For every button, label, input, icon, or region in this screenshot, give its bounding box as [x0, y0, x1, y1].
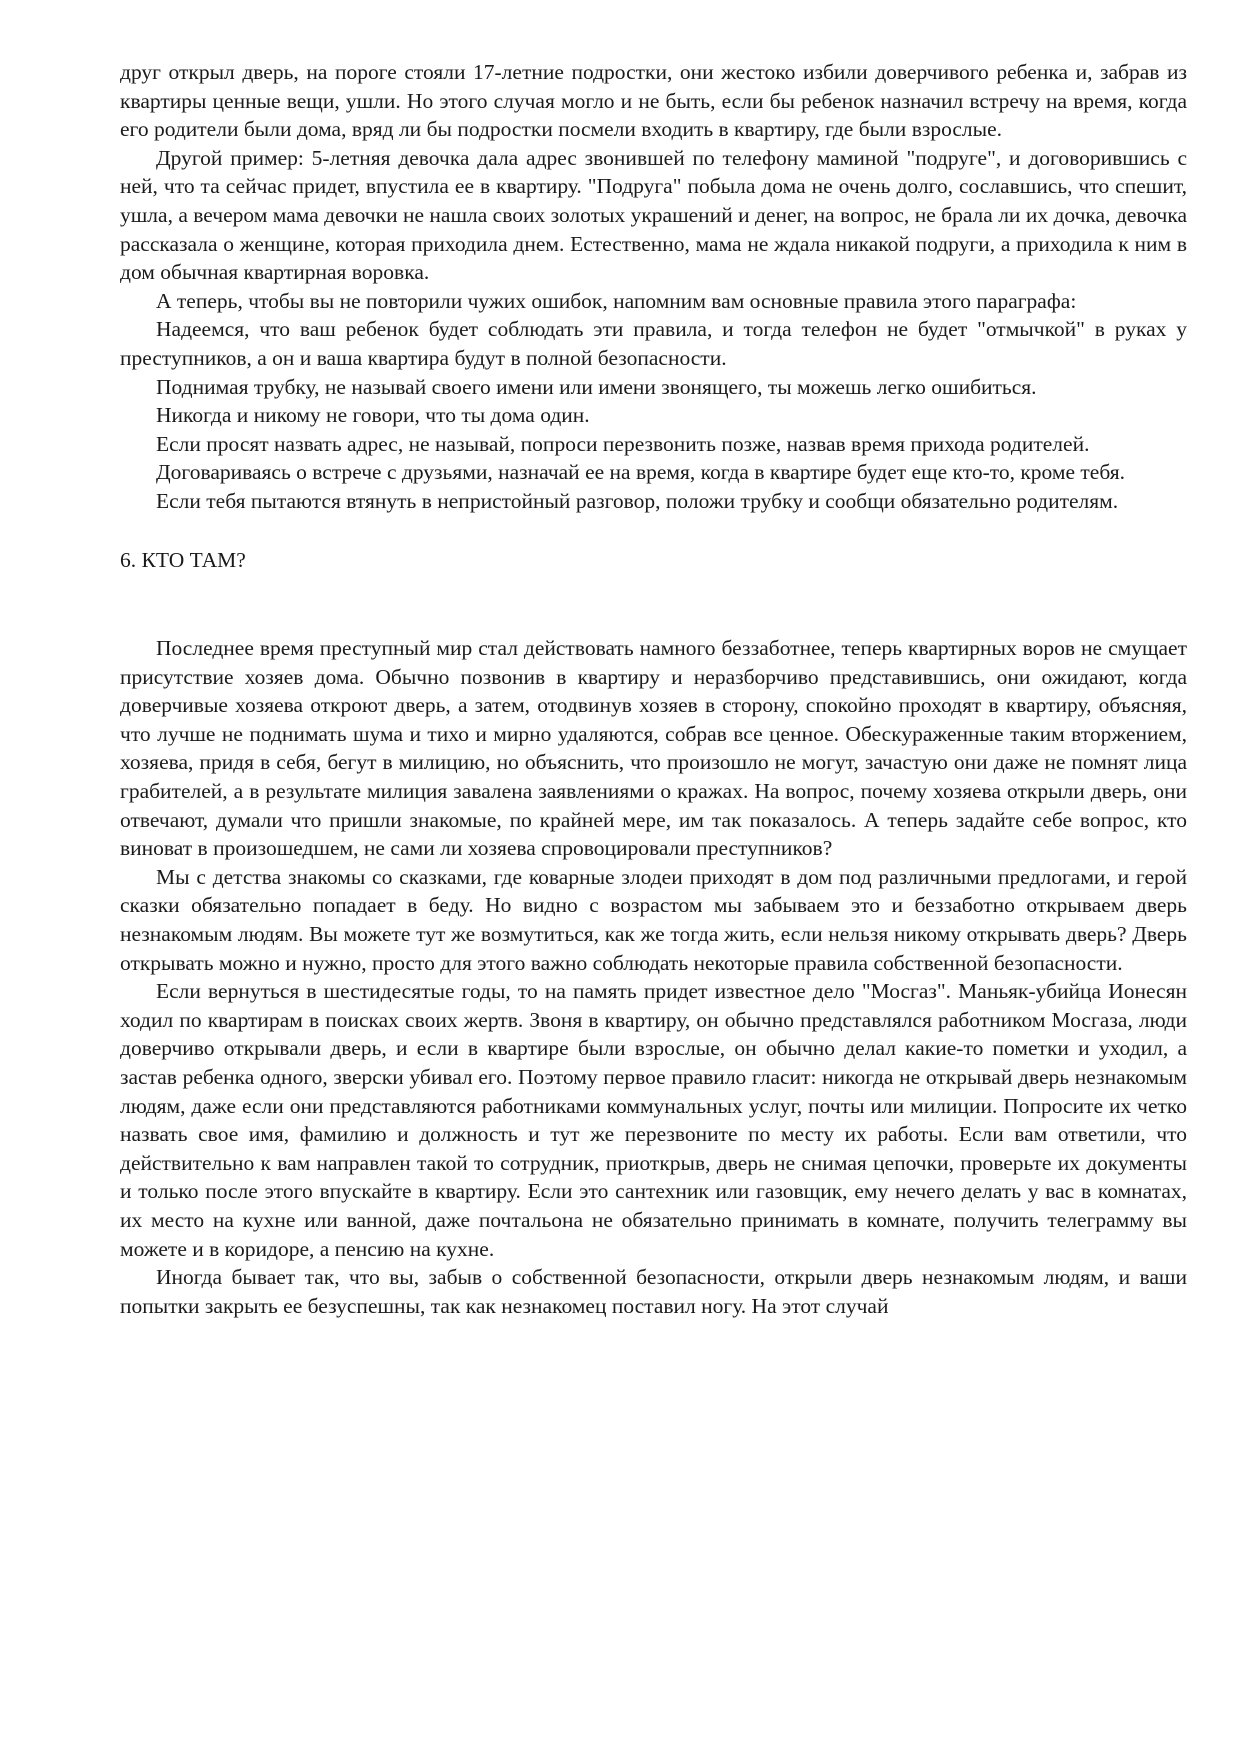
rule-item-alone: Никогда и никому не говори, что ты дома один. — [156, 403, 590, 428]
rule-item-address: Если просят назвать адрес, не называй, попроси перезвонить позже, назвав время прихода родителей. — [156, 431, 1090, 456]
paragraph-rules-intro: А теперь, чтобы вы не повторили чужих ошибок, напомним вам основные правила этого параграфа: — [156, 288, 1077, 313]
paragraph-hope: Надеемся, что ваш ребенок будет соблюдать эти правила, и тогда телефон не будет "отмычкой" в руках у преступников, а он и ваша квартира будут в полной безопасности. — [120, 317, 1187, 370]
rule-item-name: Поднимая трубку, не называй своего имени или имени звонящего, ты можешь легко ошибиться. — [156, 374, 1037, 399]
rule-item-meeting: Договариваясь о встрече с друзьями, назначай ее на время, когда в квартире будет еще кто-то, кроме тебя. — [156, 460, 1126, 485]
section-heading: 6. КТО ТАМ? — [120, 547, 246, 572]
paragraph-criminal-world: Последнее время преступный мир стал действовать намного беззаботнее, теперь квартирных воров не смущает присутствие хозяев дома. Обычно позвонив в квартиру и неразборчиво представившись, они ожидают, когда доверчивые хозяева откроют дверь, а затем, отодвинув хозяев в сторону, спокойно проходят в квартиру, объясняя, что лучше не поднимать шума и тихо и мирно удаляются, собрав все ценное. Обескураженные таким вторжением, хозяева, придя в себя, бегут в милицию, но объяснить, что произошло не могут, зачастую они даже не помнят лица грабителей, а в результате милиция завалена заявлениями о кражах. На вопрос, почему хозяева открыли дверь, они отвечают, думали что пришли знакомые, по крайней мере, им так показалось. А теперь задайте себе вопрос, кто виноват в произошедшем, не сами ли хозяева спровоцировали преступников? — [120, 636, 1187, 861]
paragraph-example-girl: Другой пример: 5-летняя девочка дала адрес звонившей по телефону маминой "подруге", и договорившись с ней, что та сейчас придет, впустила ее в квартиру. "Подруга" побыла дома не очень долго, сославшись, что спешит, ушла, а вечером мама девочки не нашла своих золотых украшений и денег, на вопрос, не брала ли их дочка, девочка рассказала о женщине, которая приходила днем. Естественно, мама не ждала никакой подруги, а приходила к ним в дом обычная квартирная воровка. — [120, 145, 1187, 285]
paragraph-mosgaz: Если вернуться в шестидесятые годы, то на память придет известное дело "Мосгаз". Маньяк-убийца Ионесян ходил по квартирам в поисках своих жертв. Звоня в квартиру, он обычно представлялся работником Мосгаза, люди доверчиво открывали дверь, и если в квартире были взрослые, он обычно делал какие-то пометки и уходил, а застав ребенка одного, зверски убивал его. Поэтому первое правило гласит: никогда не открывай дверь незнакомым людям, даже если они представляются работниками коммунальных услуг, почты или милиции. Попросите их четко назвать свое имя, фамилию и должность и тут же перезвоните по месту их работы. Если вам ответили, что действительно к вам направлен такой то сотрудник, приоткрыв, дверь не снимая цепочки, проверьте их документы и только после этого впускайте в квартиру. Если это сантехник или газовщик, ему нечего делать у вас в комнатах, их место на кухне или ванной, даже почтальона не обязательно принимать в комнате, получить телеграмму вы можете и в коридоре, а пенсию на кухне. — [120, 979, 1187, 1261]
paragraph-foot-in-door: Иногда бывает так, что вы, забыв о собственной безопасности, открыли дверь незнакомым людям, и ваши попытки закрыть ее безуспешны, так как незнакомец поставил ногу. На этот случай — [120, 1265, 1187, 1318]
paragraph-fairy-tales: Мы с детства знакомы со сказками, где коварные злодеи приходят в дом под различными предлогами, и герой сказки обязательно попадает в беду. Но видно с возрастом мы забываем это и беззаботно открываем дверь незнакомым людям. Вы можете тут же возмутиться, как же тогда жить, если нельзя никому открывать дверь? Дверь открывать можно и нужно, просто для этого важно соблюдать некоторые правила собственной безопасности. — [120, 864, 1187, 975]
section-spacer — [120, 574, 1187, 634]
rule-item-conversation: Если тебя пытаются втянуть в непристойный разговор, положи трубку и сообщи обязательно родителям. — [156, 488, 1119, 513]
paragraph-continuation: друг открыл дверь, на пороге стояли 17-летние подростки, они жестоко избили доверчивого ребенка и, забрав из квартиры ценные вещи, ушли. Но этого случая могло и не быть, если бы ребенок назначил встречу на время, когда его родители были дома, вряд ли бы подростки посмели входить в квартиру, где были взрослые. — [120, 60, 1187, 142]
document-page — [120, 58, 1187, 1320]
